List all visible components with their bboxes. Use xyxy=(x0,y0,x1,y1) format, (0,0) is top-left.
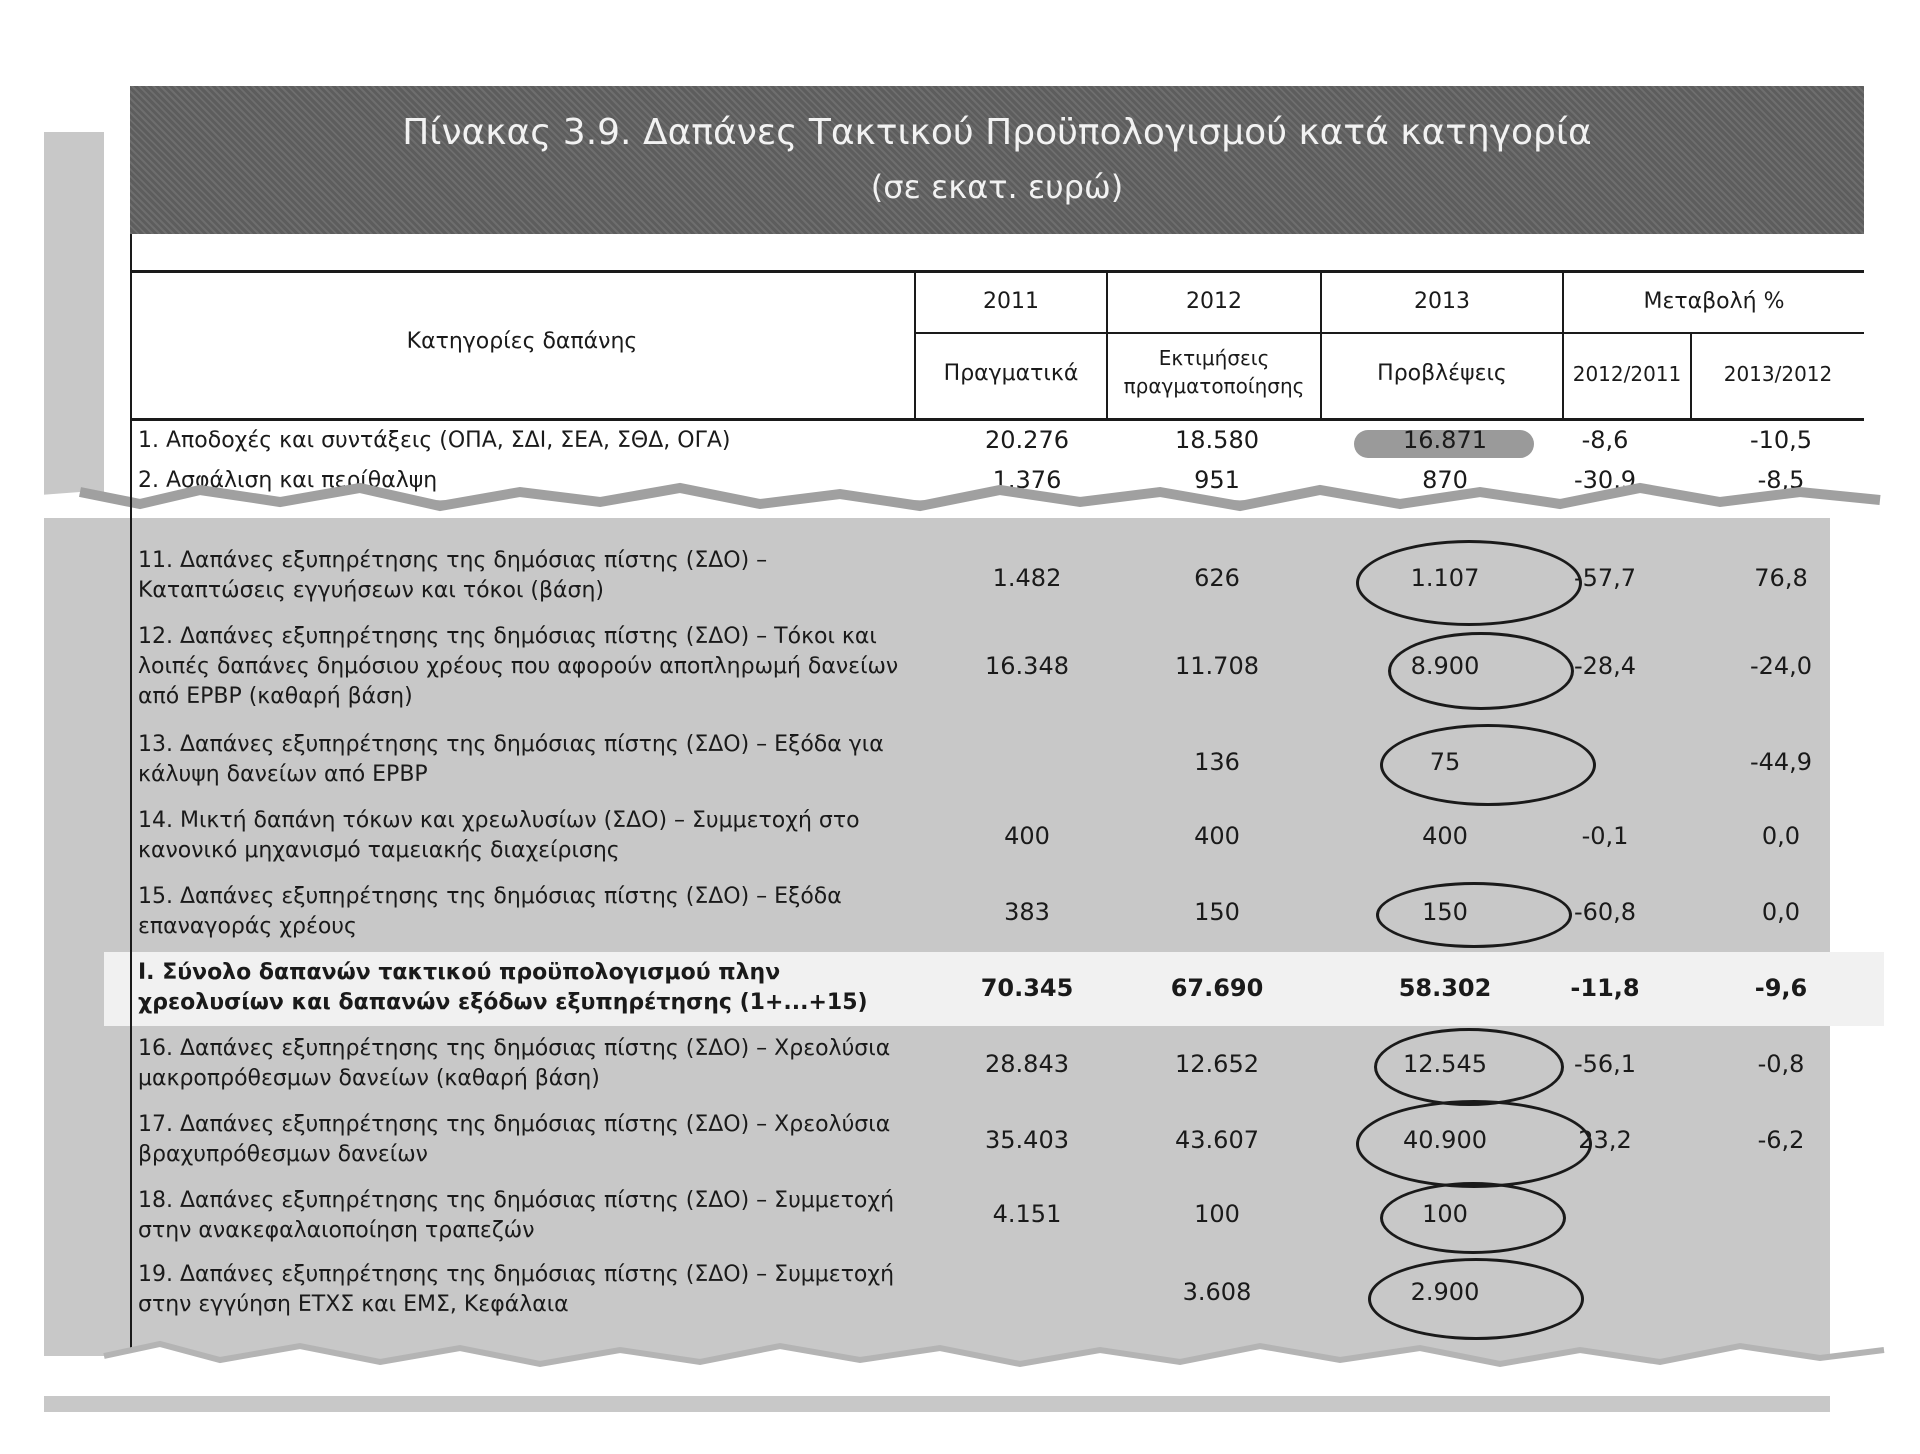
row-label: 15. Δαπάνες εξυπηρέτησης της δημόσιας πίστης (ΣΔΟ) – Εξόδα επαναγοράς χρέους xyxy=(138,884,842,939)
cell-change-1: -0,1 xyxy=(1581,822,1629,850)
cell-change-1: -8,6 xyxy=(1581,426,1629,454)
subheader-estimates: Εκτιμήσεις πραγματοποίησης xyxy=(1123,346,1305,398)
cell-2011: 4.151 xyxy=(992,1200,1062,1228)
table-bottom-fragment xyxy=(104,488,1884,1368)
cell-2013: 12.545 xyxy=(1403,1050,1487,1078)
cell-2013: 58.302 xyxy=(1398,974,1492,1002)
cell-change-2: 0,0 xyxy=(1761,898,1801,926)
cell-change-2: 76,8 xyxy=(1754,564,1808,592)
cell-2013: 16.871 xyxy=(1403,426,1487,454)
cell-2013: 870 xyxy=(1422,466,1468,494)
row-label: 13. Δαπάνες εξυπηρέτησης της δημόσιας πίστης (ΣΔΟ) – Εξόδα για κάλυψη δανείων από ΕΡΒΡ xyxy=(138,732,884,787)
header-rule-bottom xyxy=(130,418,1864,421)
circled-value-oval xyxy=(1380,1182,1566,1254)
subheader-actual: Πραγματικά xyxy=(943,361,1079,386)
header-category: Κατηγορίες δαπάνης xyxy=(406,329,638,354)
cell-2011: 20.276 xyxy=(985,426,1069,454)
row-label: 1. Αποδοχές και συντάξεις (ΟΠΑ, ΣΔΙ, ΣΕΑ, ΣΘΔ, ΟΓΑ) xyxy=(138,428,731,453)
cell-2013: 400 xyxy=(1422,822,1468,850)
cell-change-2: -44,9 xyxy=(1749,748,1813,776)
header-mid-rule xyxy=(916,332,1864,334)
cell-2011: 1.376 xyxy=(992,466,1062,494)
cell-2013: 2.900 xyxy=(1410,1278,1480,1306)
cell-2012: 951 xyxy=(1194,466,1240,494)
cell-change-1: -60,8 xyxy=(1573,898,1637,926)
cell-change-2: -10,5 xyxy=(1749,426,1813,454)
circled-value-oval xyxy=(1368,1258,1584,1340)
table-row xyxy=(130,1260,1864,1326)
table-row xyxy=(130,1186,1864,1252)
cell-change-2: -6,2 xyxy=(1757,1126,1805,1154)
row-label: 14. Μικτή δαπάνη τόκων και χρεωλυσίων (ΣΔΟ) – Συμμετοχή στο κανονικό μηχανισμό ταμειακής διαχείρισης xyxy=(138,808,860,863)
cell-2012: 67.690 xyxy=(1170,974,1264,1002)
circled-value-oval xyxy=(1356,1100,1592,1188)
header-year-2011: 2011 xyxy=(983,289,1039,314)
table-row xyxy=(130,546,1864,616)
circled-value-oval xyxy=(1356,540,1582,626)
cell-2012: 626 xyxy=(1194,564,1240,592)
table-row xyxy=(130,882,1864,948)
cell-2012: 18.580 xyxy=(1175,426,1259,454)
cell-change-1: -28,4 xyxy=(1573,652,1637,680)
cell-change-1: 23,2 xyxy=(1578,1126,1632,1154)
table-row xyxy=(130,622,1864,718)
cell-change-1: -57,7 xyxy=(1573,564,1637,592)
cell-2013: 1.107 xyxy=(1410,564,1480,592)
row-label: 11. Δαπάνες εξυπηρέτησης της δημόσιας πίστης (ΣΔΟ) – Καταπτώσεις εγγυήσεων και τόκοι (βάση) xyxy=(138,548,768,603)
cell-2012: 11.708 xyxy=(1175,652,1259,680)
cell-2011: 383 xyxy=(1004,898,1050,926)
cell-2011: 16.348 xyxy=(985,652,1069,680)
subheader-change-1: 2012/2011 xyxy=(1572,362,1682,386)
cell-2013: 8.900 xyxy=(1410,652,1480,680)
cell-2011: 28.843 xyxy=(985,1050,1069,1078)
row-label: 2. Ασφάλιση και περίθαλψη xyxy=(138,468,438,493)
cell-change-2: -24,0 xyxy=(1749,652,1813,680)
table-subtitle: (σε εκατ. ευρώ) xyxy=(870,168,1124,206)
cell-2013: 100 xyxy=(1422,1200,1468,1228)
cell-2013: 75 xyxy=(1429,748,1461,776)
header-year-2012: 2012 xyxy=(1186,289,1242,314)
cell-change-1: -30,9 xyxy=(1573,466,1637,494)
table-banner xyxy=(130,86,1864,234)
cell-2011: 400 xyxy=(1004,822,1050,850)
row-label: 18. Δαπάνες εξυπηρέτησης της δημόσιας πίστης (ΣΔΟ) – Συμμετοχή στην ανακεφαλαιοποίηση τραπεζών xyxy=(138,1188,895,1243)
table-row xyxy=(130,806,1864,872)
circled-value-oval xyxy=(1374,1028,1564,1106)
circled-value-oval xyxy=(1380,724,1596,806)
cell-2012: 100 xyxy=(1194,1200,1240,1228)
subheader-forecasts: Προβλέψεις xyxy=(1377,361,1507,386)
table-border-left xyxy=(130,234,132,500)
row-label: Ι. Σύνολο δαπανών τακτικού προϋπολογισμού πλην χρεολυσίων και δαπανών εξόδων εξυπηρέτησης (1+...+15) xyxy=(138,960,868,1015)
table-row xyxy=(130,730,1864,796)
cell-change-2: -0,8 xyxy=(1757,1050,1805,1078)
header-year-2013: 2013 xyxy=(1414,289,1470,314)
cell-2012: 43.607 xyxy=(1175,1126,1259,1154)
row-label: 19. Δαπάνες εξυπηρέτησης της δημόσιας πίστης (ΣΔΟ) – Συμμετοχή στην εγγύηση ΕΤΧΣ και ΕΜΣ, Κεφάλαια xyxy=(138,1262,895,1317)
cell-2011: 1.482 xyxy=(992,564,1062,592)
cell-2012: 400 xyxy=(1194,822,1240,850)
cell-2011: 70.345 xyxy=(980,974,1074,1002)
cell-change-2: 0,0 xyxy=(1761,822,1801,850)
cell-2012: 3.608 xyxy=(1182,1278,1252,1306)
row-label: 12. Δαπάνες εξυπηρέτησης της δημόσιας πίστης (ΣΔΟ) – Τόκοι και λοιπές δαπάνες δημόσιου χρέους που αφορούν αποπληρωμή δανείων από ΕΡΒΡ (καθαρή βάση) xyxy=(138,624,899,709)
circled-value-oval xyxy=(1376,882,1572,948)
table-top-fragment xyxy=(104,48,1884,500)
cell-2013: 40.900 xyxy=(1403,1126,1487,1154)
cell-2011: 35.403 xyxy=(985,1126,1069,1154)
header-change: Μεταβολή % xyxy=(1643,289,1785,314)
header-rule-top xyxy=(130,270,1864,273)
torn-edge-bottom xyxy=(0,1336,1920,1396)
circled-value-oval xyxy=(1388,632,1574,710)
cell-2012: 12.652 xyxy=(1175,1050,1259,1078)
cell-2013: 150 xyxy=(1422,898,1468,926)
table-row-total xyxy=(130,958,1864,1024)
cell-change-1: -11,8 xyxy=(1570,974,1640,1002)
table-row xyxy=(130,1110,1864,1176)
table-row xyxy=(130,1034,1864,1100)
table-title: Πίνακας 3.9. Δαπάνες Τακτικού Προϋπολογισμού κατά κατηγορία xyxy=(402,112,1592,153)
row-label: 16. Δαπάνες εξυπηρέτησης της δημόσιας πίστης (ΣΔΟ) – Χρεολύσια μακροπρόθεσμων δανείων (καθαρή βάση) xyxy=(138,1036,891,1091)
cell-2012: 150 xyxy=(1194,898,1240,926)
cell-change-2: -9,6 xyxy=(1754,974,1808,1002)
cell-2012: 136 xyxy=(1194,748,1240,776)
subheader-change-2: 2013/2012 xyxy=(1723,362,1833,386)
row-label: 17. Δαπάνες εξυπηρέτησης της δημόσιας πίστης (ΣΔΟ) – Χρεολύσια βραχυπρόθεσμων δανείων xyxy=(138,1112,891,1167)
cell-change-2: -8,5 xyxy=(1757,466,1805,494)
cell-change-1: -56,1 xyxy=(1573,1050,1637,1078)
